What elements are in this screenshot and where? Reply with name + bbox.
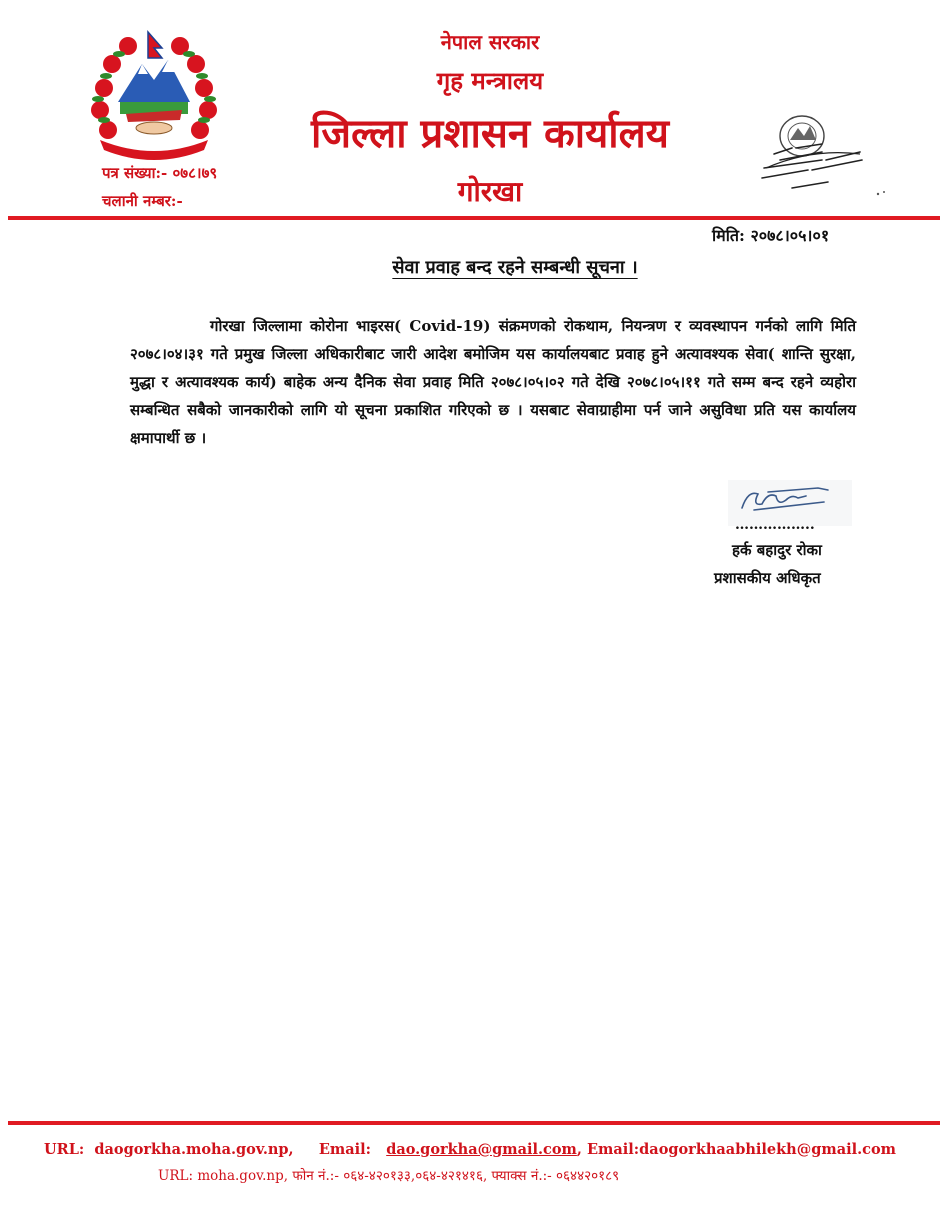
- footer-email-link[interactable]: dao.gorkha@gmail.com: [386, 1141, 577, 1158]
- letter-date: मिति: २०७८।०५।०१: [712, 226, 830, 245]
- letter-number: पत्र संख्या:- ०७८।७९: [102, 164, 218, 182]
- dispatch-number: चलानी नम्बर:-: [102, 192, 183, 210]
- footer-contact-line: [0, 1141, 940, 1158]
- footer-divider: [8, 1121, 940, 1125]
- signer-name: हर्क बहादुर रोका: [732, 541, 822, 559]
- signature-line: ……………..: [735, 517, 815, 533]
- header-divider: [8, 216, 940, 220]
- footer-url[interactable]: daogorkha.moha.gov.np,: [94, 1141, 294, 1158]
- notice-body: गोरखा जिल्लामा कोरोना भाइरस( Covid-19) संक्रमणको रोकथाम, नियन्त्रण र व्यवस्थापन गर्नको लागि मिति २०७८।०४।३१ गते प्रमुख जिल्ला अधिकारीबाट जारी आदेश बमोजिम यस कार्यालयबाट प्रवाह हुने अत्यावश्यक सेवा( शान्ति सुरक्षा, मुद्धा र अत्यावश्यक कार्य) बाहेक अन्य दैनिक सेवा प्रवाह मिति २०७८।०५।०२ गते देखि २०७८।०५।११ गते सम्म बन्द रहने व्यहोरा सम्बन्धित सबैको जानकारीको लागि यो सूचना प्रकाशित गरिएको छ । यसबाट सेवाग्राहीमा पर्न जाने असुविधा प्रति यस कार्यालय क्षमापार्थी छ ।: [130, 317, 856, 447]
- signer-title: प्रशासकीय अधिकृत: [714, 569, 821, 587]
- footer-phone-line: URL: moha.gov.np, फोन नं.:- ०६४-४२०१३३,०६४-४२१४१६, फ्याक्स नं.:- ०६४४२०१८९: [158, 1168, 620, 1184]
- office-stamp-icon: [752, 108, 888, 200]
- footer-url-label: URL:: [44, 1141, 85, 1158]
- ministry-name: गृह मन्त्रालय: [436, 66, 544, 95]
- footer-email-label: Email:: [318, 1141, 372, 1158]
- government-name: नेपाल सरकार: [440, 30, 540, 54]
- footer-email-2[interactable]: , Email:daogorkhaabhilekh@gmail.com: [576, 1141, 896, 1158]
- district-name: गोरखा: [457, 175, 523, 208]
- office-name: जिल्ला प्रशासन कार्यालय: [311, 110, 669, 157]
- notice-subject: सेवा प्रवाह बन्द रहने सम्बन्धी सूचना ।: [392, 257, 638, 278]
